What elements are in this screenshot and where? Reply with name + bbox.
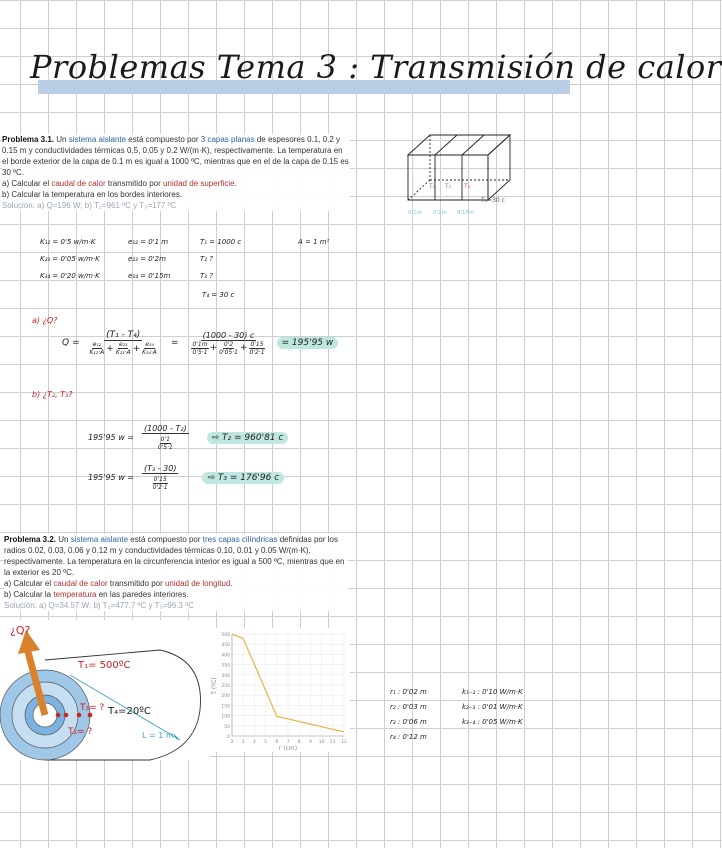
num-den-1 [191, 341, 208, 356]
diagram-t4: T₄=30 c [481, 197, 505, 204]
note-t4: T₄ = 30 c [202, 291, 235, 299]
b2-den-frac [152, 476, 169, 491]
chart-ytick-label: 300 [221, 673, 230, 679]
chart-xtick-label: 4 [252, 740, 256, 745]
diagram-length-label: L = 1 m [142, 731, 174, 740]
p1-link-capas: 3 capas planas [200, 135, 255, 144]
b2-den-n: 0'15 [153, 476, 167, 483]
b1-lhs: 195'95 w = [88, 433, 134, 442]
p1-qa-end: . [234, 179, 237, 188]
problem-3-1-label: Problema 3.1. [2, 135, 55, 144]
den-term-1-n: e₁₂ [92, 341, 102, 348]
b1-den-n: 0'1 [160, 436, 170, 443]
temperature-chart [210, 628, 350, 752]
p2-qa-hl2: unidad de longitud [164, 579, 231, 588]
p2-qa-end: . [230, 579, 233, 588]
p2-qa-pre: a) Calcular el [4, 579, 54, 588]
chart-xtick-label: 3 [241, 740, 245, 745]
note-e34: e₃₄ = 0'15m [128, 272, 171, 280]
num-den-3-d: 0'2·1 [249, 348, 265, 356]
chart-ytick-label: 100 [221, 714, 230, 720]
note-k34-cyl: k₃₋₄ : 0'05 W/m·K [462, 718, 523, 726]
b1-result-wrap [207, 433, 289, 443]
note-k23-cyl: k₂₋₃ : 0'01 W/m·K [462, 703, 523, 711]
p1-qa-pre: a) Calcular el [2, 179, 52, 188]
p1-text-c: de espesores 0.1, 0.2 y 0.15 m y conductividades térmicas 0.5, 0.05 y 0.2 W/(m·K), respectivamente. La temperatura en el borde exterior de la capa de 0.1 m es igual a 1000 ºC, mientras que en el de la capa de 0.15 es 30 ºC. [2, 135, 349, 177]
note-area: A = 1 m² [298, 238, 330, 246]
chart-xtick-label: 5 [264, 740, 268, 745]
chart-xtick-label: 8 [297, 740, 301, 745]
p2-qb-pre: b) Calcular la [4, 590, 54, 599]
p2-qa-hl: caudal de calor [53, 579, 108, 588]
num-den-3-n: 0'15 [250, 340, 264, 348]
num-den-2-d: 0'05·1 [219, 348, 238, 356]
cylinder-layers-diagram [0, 620, 210, 760]
note-r1: r₁ : 0'02 m [390, 688, 427, 696]
diagram-q-label: ¿Q? [10, 624, 31, 637]
b2-fraction [142, 464, 179, 491]
note-r2: r₂ : 0'03 m [390, 703, 427, 711]
p1-qa-hl2: unidad de superficie [162, 179, 235, 188]
b1-den-frac [157, 436, 174, 451]
result-t2: ⇨ T₂ = 960'81 c [207, 432, 289, 444]
note-t1: T₁ = 1000 c [200, 238, 242, 246]
heat-flow-equation [62, 330, 338, 356]
problem-3-2-statement [4, 534, 348, 611]
p2-link-sistema: sistema aislante [70, 535, 129, 544]
chart-ytick-label: 350 [221, 663, 230, 669]
b2-den-d: 0'2·1 [152, 484, 168, 491]
den-term-1 [89, 341, 106, 356]
formula-numerator: (T₁ - T₄) [106, 330, 141, 340]
wall-layers-diagram [400, 130, 520, 220]
note-k34: K₃₄ = 0'20 w/m·K [40, 272, 100, 280]
note-r3: r₃ : 0'06 m [390, 718, 427, 726]
note-r4: r₄ : 0'12 m [390, 733, 427, 741]
chart-xtick-label: 9 [308, 740, 312, 745]
b1-numerator: (1000 - T₂) [143, 424, 187, 433]
part-a-label: a) ¿Q? [32, 316, 58, 325]
den-term-3-d: K₃₄·A [142, 349, 157, 356]
num-den-1-d: 0'5·1 [192, 348, 208, 356]
chart-ytick-label: 400 [221, 653, 230, 659]
b1-fraction [142, 424, 189, 451]
numeric-denominator: $\frac{0'1m}{0'5\cdot 1}$ + $\frac{0'2}{0'05\cdot 1}$ + $\frac{0'15}{0'2\cdot 1}$ [192, 340, 265, 356]
p2-text-c: definidas por los radios 0.02, 0.03, 0.06 y 0.12 m y conductividades térmicas 0.10, 0.01 y 0.05 W/(m·K), respectivamente. La temperatura en la circunferencia interior es igual a 500 ºC, mientras que en la exterior es 20 ºC. [4, 535, 345, 577]
p1-link-sistema: sistema aislante [68, 135, 127, 144]
diagram-t1-label: T₁= 500ºC [78, 660, 131, 671]
diagram-t3-label: T₃= ? [80, 703, 105, 713]
chart-xtick-label: 7 [286, 740, 290, 745]
note-e12: e₁₂ = 0'1 m [128, 238, 169, 246]
t2-equation [88, 424, 288, 451]
note-e23: e₂₃ = 0'2m [128, 255, 166, 263]
problem-3-1-statement [2, 134, 350, 211]
p2-text-a: Un [56, 535, 71, 544]
chart-ytick-label: 250 [221, 684, 230, 689]
p1-text-b: está compuesto por [126, 135, 201, 144]
formula-fraction [86, 330, 161, 356]
note-k12-cyl: k₁₋₂ : 0'10 W/m·K [462, 688, 523, 696]
chart-xtick-label: 2 [230, 740, 234, 745]
p2-text-b: está compuesto por [128, 535, 203, 544]
num-den-2-n: 0'2 [223, 340, 234, 348]
t3-equation [88, 464, 284, 491]
numeric-fraction [188, 331, 268, 356]
page-title: Problemas Tema 3 : Transmisión de calor [30, 48, 722, 86]
chart-ytick-label: 450 [221, 643, 230, 649]
den-term-2-d: K₂₃·A [115, 349, 131, 356]
b1-denominator [154, 434, 177, 451]
note-k12: K₁₂ = 0'5 w/m·K [40, 238, 96, 246]
chart-ytick-label: 500 [221, 633, 230, 638]
p1-qb: b) Calcular la temperatura en los bordes interiores. [2, 190, 183, 199]
p1-solution: Solución: a) Q=196 W; b) T₂=961 ºC y T₃=177 ºC [2, 201, 177, 210]
p2-qb-end: en las paredes interiores. [96, 590, 189, 599]
chart-xtick-label: 6 [275, 740, 279, 745]
chart-xtick-label: 10 [318, 740, 325, 745]
chart-xtick-label: 11 [329, 740, 336, 745]
diagram-t2: T₂ [445, 183, 452, 190]
note-t3: T₃ ? [200, 272, 214, 280]
chart-ytick-label: 0 [227, 735, 230, 740]
note-t2: T₂ ? [200, 255, 214, 263]
p1-qa-hl: caudal de calor [51, 179, 106, 188]
den-term-2 [115, 341, 132, 356]
diagram-d1: 0'1m [408, 210, 422, 216]
p1-qa-mid: transmitido por [105, 179, 163, 188]
p1-text-a: Un [54, 135, 69, 144]
num-den-1-n: 0'1m [192, 340, 208, 348]
chart-ytick-label: 50 [224, 724, 230, 730]
result-t3: ⇨ T₃ = 176'96 c [202, 472, 284, 484]
q-eq: Q = [62, 338, 80, 348]
chart-xtick-label: 12 [341, 740, 347, 745]
part-b-label: b) ¿T₂, T₃? [32, 390, 73, 399]
b2-numerator: (T₃ - 30) [143, 464, 177, 473]
formula-denominator: $\frac{\text{e₁₂}}{\text{K₁₂·A}}$ + $\frac{\text{e₂₃}}{\text{K₂₃·A}}$ + $\frac{\text{e₃₄}}{\text{K₃₄·A}}$ [89, 341, 157, 356]
den-term-3-n: e₃₄ [145, 341, 154, 348]
chart-ylabel: T (ºC) [211, 677, 218, 695]
num-den-3 [249, 341, 266, 356]
p2-solution: Solución: a) Q=34.57 W; b) T₂=477.7 ºC y T₃=96.3 ºC [4, 601, 194, 610]
den-term-3 [141, 341, 158, 356]
result-q: = 195'95 w [277, 337, 339, 349]
diagram-d3: 0'15m [457, 210, 475, 216]
num-den-2 [218, 341, 239, 356]
den-term-1-d: K₁₂·A [89, 349, 105, 356]
chart-ytick-label: 150 [221, 704, 230, 710]
chart-xlabel: r (cm) [278, 745, 298, 752]
diagram-t3: T₃ [464, 183, 471, 190]
diagram-t4-label: T₄=20ºC [108, 706, 151, 717]
p2-qb-hl: temperatura [53, 590, 97, 599]
b1-den-d: 0'5·1 [157, 444, 173, 451]
problem-3-2-label: Problema 3.2. [4, 535, 57, 544]
b2-denominator [149, 474, 172, 491]
diagram-t2-label: T₂= ? [68, 727, 93, 737]
numeric-numerator: (1000 - 30) c [202, 330, 255, 340]
diagram-d2: 0'2m [433, 210, 447, 216]
chart-ytick-label: 200 [221, 694, 230, 700]
b2-lhs: 195'95 w = [88, 473, 134, 482]
note-k23: K₂₃ = 0'05 w/m·K [40, 255, 100, 263]
den-term-2-n: e₂₃ [118, 341, 128, 348]
equals-sign: = [170, 338, 179, 348]
diagram-t1: T₁ [429, 183, 436, 190]
b2-result-wrap [202, 473, 284, 483]
p2-link-capas: tres capas cilíndricas [202, 535, 278, 544]
p2-qa-mid: transmitido por [107, 579, 165, 588]
